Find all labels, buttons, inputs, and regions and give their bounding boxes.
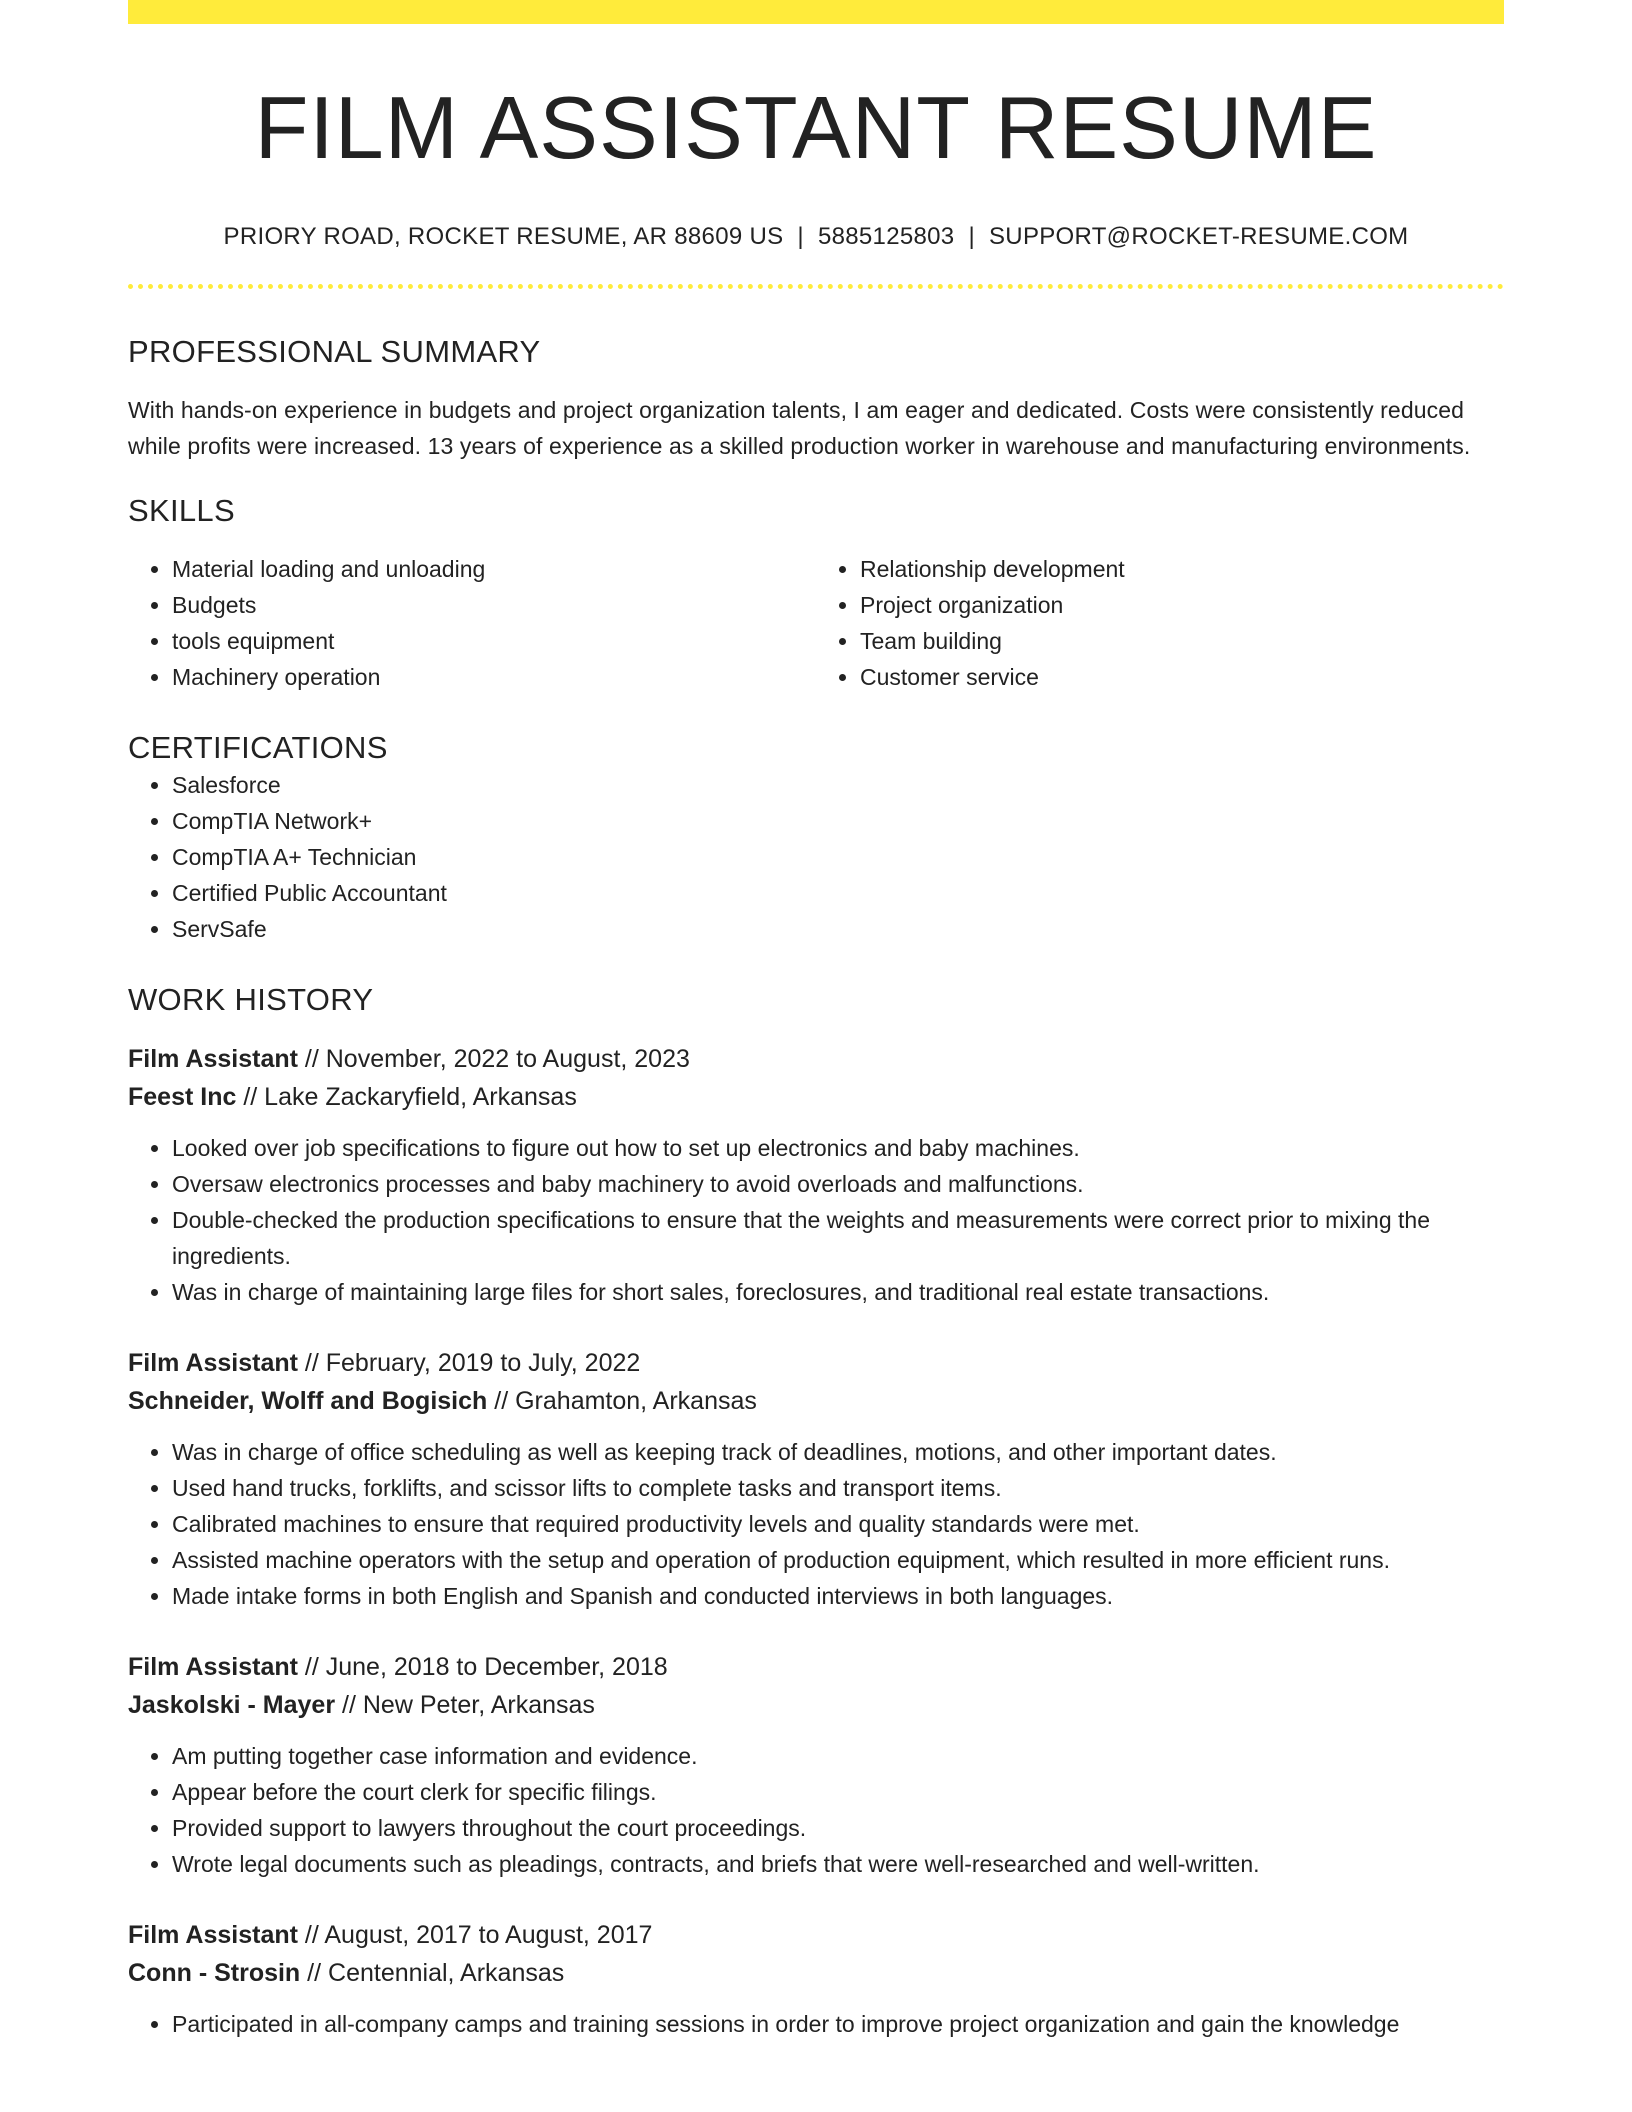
- job-bullets: [128, 1434, 1504, 1614]
- job-separator: //: [297, 1920, 325, 1949]
- job-bullet: • Participated in all-company camps and training sessions in order to improve project organization and gain the knowledge: [172, 2006, 1504, 2042]
- job-dates: February, 2019 to July, 2022: [325, 1348, 641, 1377]
- job-entry: [128, 1916, 1504, 2042]
- job-separator: //: [297, 1652, 326, 1681]
- job-bullet: • Provided support to lawyers throughout the court proceedings.: [172, 1810, 1504, 1846]
- contact-separator: |: [797, 222, 804, 250]
- job-company-line: [128, 1954, 1504, 1992]
- job-entry: [128, 1648, 1504, 1882]
- job-location: New Peter, Arkansas: [362, 1690, 595, 1719]
- job-bullet: • Appear before the court clerk for specific filings.: [172, 1774, 1504, 1810]
- job-bullet: • Was in charge of maintaining large files for short sales, foreclosures, and traditional real estate transactions.: [172, 1274, 1504, 1310]
- dotted-divider: [128, 284, 1504, 289]
- contact-separator: |: [968, 222, 975, 250]
- job-company: Conn - Strosin: [128, 1958, 301, 1987]
- job-title: Film Assistant: [128, 1044, 298, 1073]
- certification-item: • Salesforce: [172, 767, 1504, 803]
- job-entry: [128, 1040, 1504, 1310]
- skill-item: • Relationship development: [860, 551, 1504, 587]
- skill-item: • Budgets: [172, 587, 816, 623]
- job-title: Film Assistant: [128, 1348, 298, 1377]
- job-company: Jaskolski - Mayer: [128, 1690, 336, 1719]
- work-history-heading: WORK HISTORY: [128, 981, 374, 1017]
- job-bullet: • Used hand trucks, forklifts, and scissor lifts to complete tasks and transport items.: [172, 1470, 1504, 1506]
- certification-item: • Certified Public Accountant: [172, 875, 1504, 911]
- job-dates: August, 2017 to August, 2017: [324, 1920, 653, 1949]
- contact-phone: 5885125803: [817, 222, 955, 250]
- skills-grid: [128, 551, 1504, 695]
- accent-top-bar: [128, 0, 1504, 24]
- job-separator: //: [335, 1690, 363, 1719]
- job-dates: June, 2018 to December, 2018: [325, 1652, 668, 1681]
- job-bullets: [128, 1738, 1504, 1882]
- skill-item: • Machinery operation: [172, 659, 816, 695]
- skill-item: • tools equipment: [172, 623, 816, 659]
- job-bullet: • Was in charge of office scheduling as well as keeping track of deadlines, motions, and other important dates.: [172, 1434, 1504, 1470]
- job-bullet: • Assisted machine operators with the setup and operation of production equipment, which resulted in more efficient runs.: [172, 1542, 1504, 1578]
- skill-item: • Team building: [860, 623, 1504, 659]
- job-title-line: [128, 1344, 1504, 1382]
- contact-line: [128, 221, 1504, 252]
- job-bullet: • Made intake forms in both English and Spanish and conducted interviews in both languages.: [172, 1578, 1504, 1614]
- summary-heading: PROFESSIONAL SUMMARY: [128, 333, 541, 369]
- certification-item: • CompTIA Network+: [172, 803, 1504, 839]
- job-location: Grahamton, Arkansas: [515, 1386, 757, 1415]
- job-company-line: [128, 1382, 1504, 1420]
- job-company-line: [128, 1078, 1504, 1116]
- job-separator: //: [487, 1386, 516, 1415]
- skill-item: • Project organization: [860, 587, 1504, 623]
- job-bullet: • Am putting together case information and evidence.: [172, 1738, 1504, 1774]
- job-bullet: • Double-checked the production specifications to ensure that the weights and measurements were correct prior to mixing the ingredients.: [172, 1202, 1504, 1274]
- job-title-line: [128, 1648, 1504, 1686]
- job-company: Schneider, Wolff and Bogisich: [128, 1386, 488, 1415]
- skill-item: • Material loading and unloading: [172, 551, 816, 587]
- skills-list-right: [816, 551, 1504, 695]
- job-bullet: • Calibrated machines to ensure that required productivity levels and quality standards were met.: [172, 1506, 1504, 1542]
- job-company-line: [128, 1686, 1504, 1724]
- job-bullet: • Looked over job specifications to figure out how to set up electronics and baby machines.: [172, 1130, 1504, 1166]
- job-location: Lake Zackaryfield, Arkansas: [264, 1082, 577, 1111]
- resume-title: FILM ASSISTANT RESUME: [254, 78, 1378, 177]
- certification-item: • CompTIA A+ Technician: [172, 839, 1504, 875]
- job-title-line: [128, 1040, 1504, 1078]
- certification-item: • ServSafe: [172, 911, 1504, 947]
- certifications-list: [128, 767, 1504, 947]
- job-title: Film Assistant: [128, 1920, 298, 1949]
- job-bullet: • Oversaw electronics processes and baby machinery to avoid overloads and malfunctions.: [172, 1166, 1504, 1202]
- job-dates: November, 2022 to August, 2023: [325, 1044, 690, 1073]
- job-separator: //: [236, 1082, 265, 1111]
- skills-list-left: [128, 551, 816, 695]
- job-bullets: [128, 1130, 1504, 1310]
- contact-email: SUPPORT@ROCKET-RESUME.COM: [989, 222, 1409, 250]
- job-separator: //: [297, 1348, 326, 1377]
- skill-item: • Customer service: [860, 659, 1504, 695]
- summary-text: With hands-on experience in budgets and project organization talents, I am eager and dedicated. Costs were consistently reduced while profits were increased. 13 years of experience as a skilled production worker in warehouse and manufacturing environments.: [128, 397, 1471, 460]
- certifications-heading: CERTIFICATIONS: [128, 730, 388, 766]
- job-entry: [128, 1344, 1504, 1614]
- job-title: Film Assistant: [128, 1652, 298, 1681]
- job-separator: //: [300, 1958, 329, 1987]
- job-title-line: [128, 1916, 1504, 1954]
- job-location: Centennial, Arkansas: [328, 1958, 565, 1987]
- job-bullets: [128, 2006, 1504, 2042]
- job-separator: //: [297, 1044, 326, 1073]
- skills-heading: SKILLS: [128, 493, 235, 529]
- contact-address: PRIORY ROAD, ROCKET RESUME, AR 88609 US: [223, 222, 784, 250]
- resume-content: [128, 0, 1504, 2042]
- job-bullet: • Wrote legal documents such as pleadings, contracts, and briefs that were well-researched and well-written.: [172, 1846, 1504, 1882]
- job-company: Feest Inc: [128, 1082, 237, 1111]
